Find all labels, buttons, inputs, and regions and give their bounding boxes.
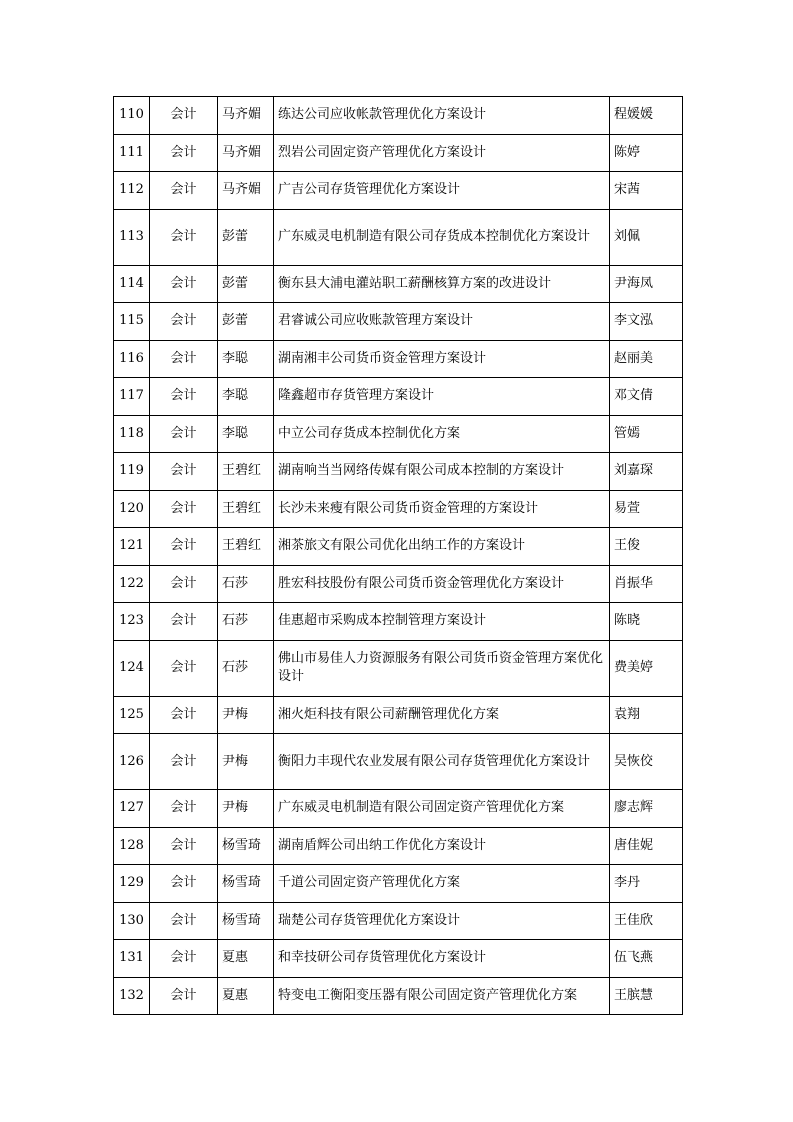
student-cell: 李文泓: [610, 303, 683, 341]
row-number-cell: 128: [114, 827, 150, 865]
advisor-cell: 夏惠: [218, 940, 274, 978]
row-number-cell: 129: [114, 865, 150, 903]
advisor-cell: 李聪: [218, 378, 274, 416]
table-row: [114, 265, 683, 303]
advisor-cell: 李聪: [218, 415, 274, 453]
major-cell: 会计: [150, 865, 218, 903]
row-number-cell: 110: [114, 97, 150, 135]
table-row: [114, 97, 683, 135]
table-row: [114, 865, 683, 903]
advisor-cell: 尹梅: [218, 790, 274, 828]
advisor-cell: 石莎: [218, 603, 274, 641]
topic-title-cell: 广东威灵电机制造有限公司固定资产管理优化方案: [274, 790, 610, 828]
row-number-cell: 117: [114, 378, 150, 416]
advisor-cell: 彭蕾: [218, 265, 274, 303]
row-number-cell: 120: [114, 490, 150, 528]
table-row: [114, 303, 683, 341]
row-number-cell: 127: [114, 790, 150, 828]
row-number-cell: 130: [114, 902, 150, 940]
topic-title-cell: 湘茶旅文有限公司优化出纳工作的方案设计: [274, 528, 610, 566]
row-number-cell: 113: [114, 209, 150, 265]
table-row: [114, 415, 683, 453]
table-row: [114, 790, 683, 828]
major-cell: 会计: [150, 734, 218, 790]
advisor-cell: 尹梅: [218, 734, 274, 790]
advisor-cell: 尹梅: [218, 696, 274, 734]
student-cell: 吴恢佼: [610, 734, 683, 790]
major-cell: 会计: [150, 977, 218, 1015]
topic-title-cell: 和幸技研公司存货管理优化方案设计: [274, 940, 610, 978]
table-row: [114, 902, 683, 940]
table-row: [114, 528, 683, 566]
topic-title-cell: 练达公司应收帐款管理优化方案设计: [274, 97, 610, 135]
topic-title-cell: 瑞楚公司存货管理优化方案设计: [274, 902, 610, 940]
student-cell: 李丹: [610, 865, 683, 903]
topic-title-cell: 广吉公司存货管理优化方案设计: [274, 172, 610, 210]
row-number-cell: 115: [114, 303, 150, 341]
advisor-cell: 王碧红: [218, 528, 274, 566]
table-row: [114, 696, 683, 734]
topic-title-cell: 君睿诚公司应收账款管理方案设计: [274, 303, 610, 341]
major-cell: 会计: [150, 265, 218, 303]
row-number-cell: 119: [114, 453, 150, 491]
advisor-cell: 马齐媚: [218, 134, 274, 172]
student-cell: 王膑慧: [610, 977, 683, 1015]
topic-title-cell: 特变电工衡阳变压器有限公司固定资产管理优化方案: [274, 977, 610, 1015]
topic-title-cell: 千道公司固定资产管理优化方案: [274, 865, 610, 903]
major-cell: 会计: [150, 378, 218, 416]
advisor-cell: 马齐媚: [218, 97, 274, 135]
major-cell: 会计: [150, 453, 218, 491]
advisor-cell: 王碧红: [218, 453, 274, 491]
topic-title-cell: 佳惠超市采购成本控制管理方案设计: [274, 603, 610, 641]
major-cell: 会计: [150, 490, 218, 528]
table-row: [114, 378, 683, 416]
row-number-cell: 125: [114, 696, 150, 734]
major-cell: 会计: [150, 696, 218, 734]
row-number-cell: 124: [114, 640, 150, 696]
topic-title-cell: 湖南湘丰公司货币资金管理方案设计: [274, 340, 610, 378]
advisor-cell: 石莎: [218, 565, 274, 603]
advisor-cell: 石莎: [218, 640, 274, 696]
row-number-cell: 114: [114, 265, 150, 303]
major-cell: 会计: [150, 640, 218, 696]
student-cell: 管嫣: [610, 415, 683, 453]
topic-title-cell: 佛山市易佳人力资源服务有限公司货币资金管理方案优化设计: [274, 640, 610, 696]
major-cell: 会计: [150, 134, 218, 172]
advisor-cell: 杨雪琦: [218, 827, 274, 865]
row-number-cell: 122: [114, 565, 150, 603]
topic-title-cell: 衡阳力丰现代农业发展有限公司存货管理优化方案设计: [274, 734, 610, 790]
table-body: [114, 97, 683, 1015]
major-cell: 会计: [150, 415, 218, 453]
row-number-cell: 123: [114, 603, 150, 641]
advisor-cell: 夏惠: [218, 977, 274, 1015]
topic-title-cell: 胜宏科技股份有限公司货币资金管理优化方案设计: [274, 565, 610, 603]
table-row: [114, 209, 683, 265]
student-cell: 袁翔: [610, 696, 683, 734]
advisor-cell: 彭蕾: [218, 209, 274, 265]
major-cell: 会计: [150, 565, 218, 603]
student-cell: 唐佳妮: [610, 827, 683, 865]
major-cell: 会计: [150, 902, 218, 940]
student-cell: 宋茜: [610, 172, 683, 210]
row-number-cell: 118: [114, 415, 150, 453]
table-row: [114, 977, 683, 1015]
table-row: [114, 565, 683, 603]
row-number-cell: 126: [114, 734, 150, 790]
advisor-cell: 杨雪琦: [218, 865, 274, 903]
table-row: [114, 734, 683, 790]
advisor-cell: 李聪: [218, 340, 274, 378]
major-cell: 会计: [150, 172, 218, 210]
student-cell: 邓文倩: [610, 378, 683, 416]
topic-title-cell: 隆鑫超市存货管理方案设计: [274, 378, 610, 416]
advisor-cell: 彭蕾: [218, 303, 274, 341]
row-number-cell: 111: [114, 134, 150, 172]
student-cell: 肖振华: [610, 565, 683, 603]
student-cell: 王俊: [610, 528, 683, 566]
topic-title-cell: 湖南盾辉公司出纳工作优化方案设计: [274, 827, 610, 865]
student-cell: 伍飞燕: [610, 940, 683, 978]
row-number-cell: 112: [114, 172, 150, 210]
major-cell: 会计: [150, 340, 218, 378]
major-cell: 会计: [150, 603, 218, 641]
table-row: [114, 940, 683, 978]
student-cell: 程媛媛: [610, 97, 683, 135]
topic-title-cell: 烈岩公司固定资产管理优化方案设计: [274, 134, 610, 172]
major-cell: 会计: [150, 209, 218, 265]
table-row: [114, 640, 683, 696]
student-cell: 王佳欣: [610, 902, 683, 940]
student-cell: 易萱: [610, 490, 683, 528]
topic-title-cell: 衡东县大浦电灌站职工薪酬核算方案的改进设计: [274, 265, 610, 303]
table-row: [114, 340, 683, 378]
major-cell: 会计: [150, 790, 218, 828]
table-row: [114, 490, 683, 528]
table-row: [114, 827, 683, 865]
row-number-cell: 121: [114, 528, 150, 566]
table-row: [114, 453, 683, 491]
student-cell: 赵丽美: [610, 340, 683, 378]
major-cell: 会计: [150, 303, 218, 341]
student-cell: 刘嘉琛: [610, 453, 683, 491]
advisor-cell: 王碧红: [218, 490, 274, 528]
student-cell: 费美婷: [610, 640, 683, 696]
topic-title-cell: 广东威灵电机制造有限公司存货成本控制优化方案设计: [274, 209, 610, 265]
topic-title-cell: 长沙未来瘦有限公司货币资金管理的方案设计: [274, 490, 610, 528]
thesis-topic-table: [113, 96, 683, 1015]
table-row: [114, 603, 683, 641]
row-number-cell: 132: [114, 977, 150, 1015]
student-cell: 尹海凤: [610, 265, 683, 303]
student-cell: 廖志辉: [610, 790, 683, 828]
topic-title-cell: 湖南响当当网络传媒有限公司成本控制的方案设计: [274, 453, 610, 491]
advisor-cell: 杨雪琦: [218, 902, 274, 940]
table-row: [114, 172, 683, 210]
topic-title-cell: 中立公司存货成本控制优化方案: [274, 415, 610, 453]
row-number-cell: 116: [114, 340, 150, 378]
topic-title-cell: 湘火炬科技有限公司薪酬管理优化方案: [274, 696, 610, 734]
row-number-cell: 131: [114, 940, 150, 978]
major-cell: 会计: [150, 528, 218, 566]
student-cell: 陈晓: [610, 603, 683, 641]
major-cell: 会计: [150, 827, 218, 865]
advisor-cell: 马齐媚: [218, 172, 274, 210]
major-cell: 会计: [150, 940, 218, 978]
major-cell: 会计: [150, 97, 218, 135]
table-row: [114, 134, 683, 172]
student-cell: 陈婷: [610, 134, 683, 172]
student-cell: 刘佩: [610, 209, 683, 265]
